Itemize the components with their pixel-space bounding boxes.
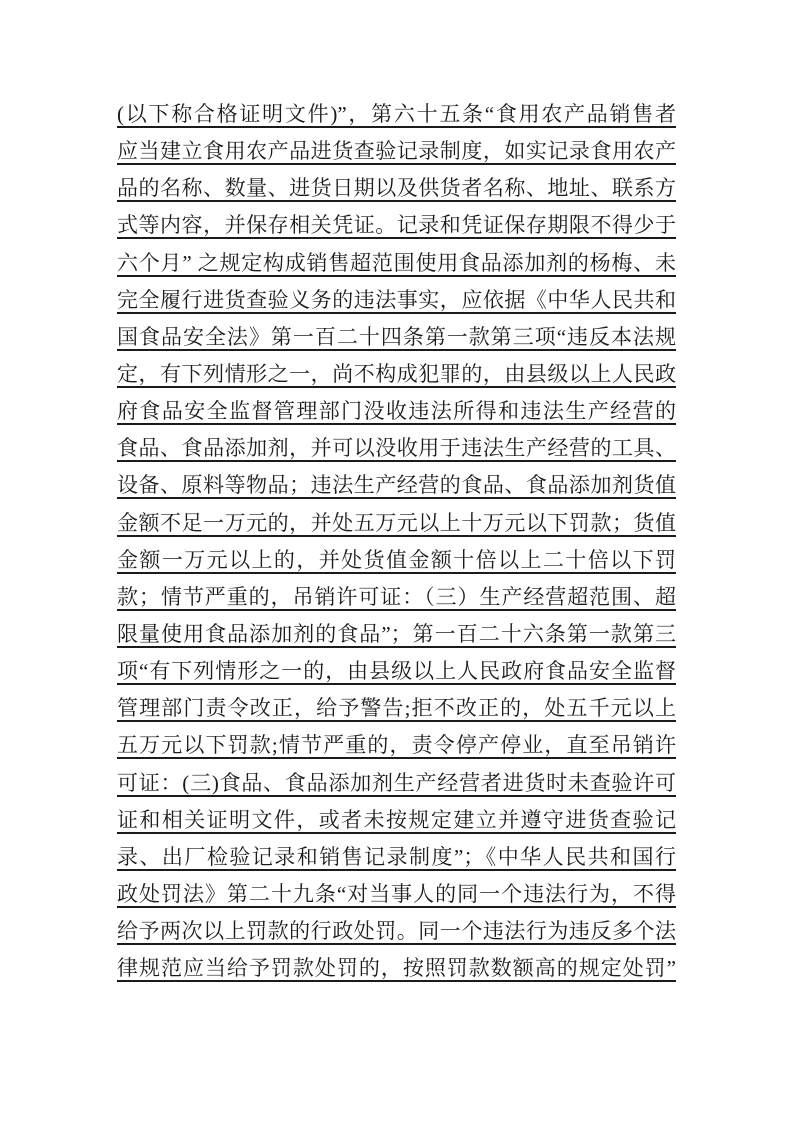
text-line: 律规范应当给予罚款处罚的，按照罚款数额高的规定处罚” [117,956,676,981]
text-line: 国食品安全法》第一百二十四条第一款第三项“违反本法规 [117,324,676,349]
text-line: 金额不足一万元的，并处五万元以上十万元以下罚款；货值 [117,510,676,535]
text-line: 五万元以下罚款;情节严重的，责令停产停业，直至吊销许 [117,733,676,758]
text-line: 完全履行进货查验义务的违法事实，应依据《中华人民共和 [117,287,676,312]
text-line: 府食品安全监督管理部门没收违法所得和违法生产经营的 [117,399,676,424]
text-line: 品的名称、数量、进货日期以及供货者名称、地址、联系方 [117,176,676,201]
text-line: 定，有下列情形之一，尚不构成犯罪的，由县级以上人民政 [117,361,676,386]
text-line: (以下称合格证明文件)”，第六十五条“食用农产品销售者 [117,102,676,126]
text-line: 项“有下列情形之一的，由县级以上人民政府食品安全监督 [117,659,676,684]
text-line: 设备、原料等物品；违法生产经营的食品、食品添加剂货值 [117,473,676,498]
text-line: 管理部门责令改正，给予警告;拒不改正的，处五千元以上 [117,696,676,721]
text-line: 证和相关证明文件，或者未按规定建立并遵守进货查验记 [117,807,676,832]
legal-text-block [117,96,676,987]
text-line: 六个月” 之规定构成销售超范围使用食品添加剂的杨梅、未 [117,250,676,275]
text-line: 金额一万元以上的，并处货值金额十倍以上二十倍以下罚 [117,547,676,572]
text-line: 款；情节严重的，吊销许可证：（三）生产经营超范围、超 [117,584,676,609]
text-line: 给予两次以上罚款的行政处罚。同一个违法行为违反多个法 [117,919,676,944]
text-line: 录、出厂检验记录和销售记录制度”；《中华人民共和国行 [117,844,676,869]
text-line: 式等内容，并保存相关凭证。记录和凭证保存期限不得少于 [117,213,676,238]
text-line: 应当建立食用农产品进货查验记录制度，如实记录食用农产 [117,139,676,164]
text-line: 限量使用食品添加剂的食品”；第一百二十六条第一款第三 [117,621,676,646]
text-line: 政处罚法》第二十九条“对当事人的同一个违法行为，不得 [117,881,676,906]
text-line: 可证：(三)食品、食品添加剂生产经营者进货时未查验许可 [117,770,676,795]
text-line: 食品、食品添加剂，并可以没收用于违法生产经营的工具、 [117,436,676,461]
